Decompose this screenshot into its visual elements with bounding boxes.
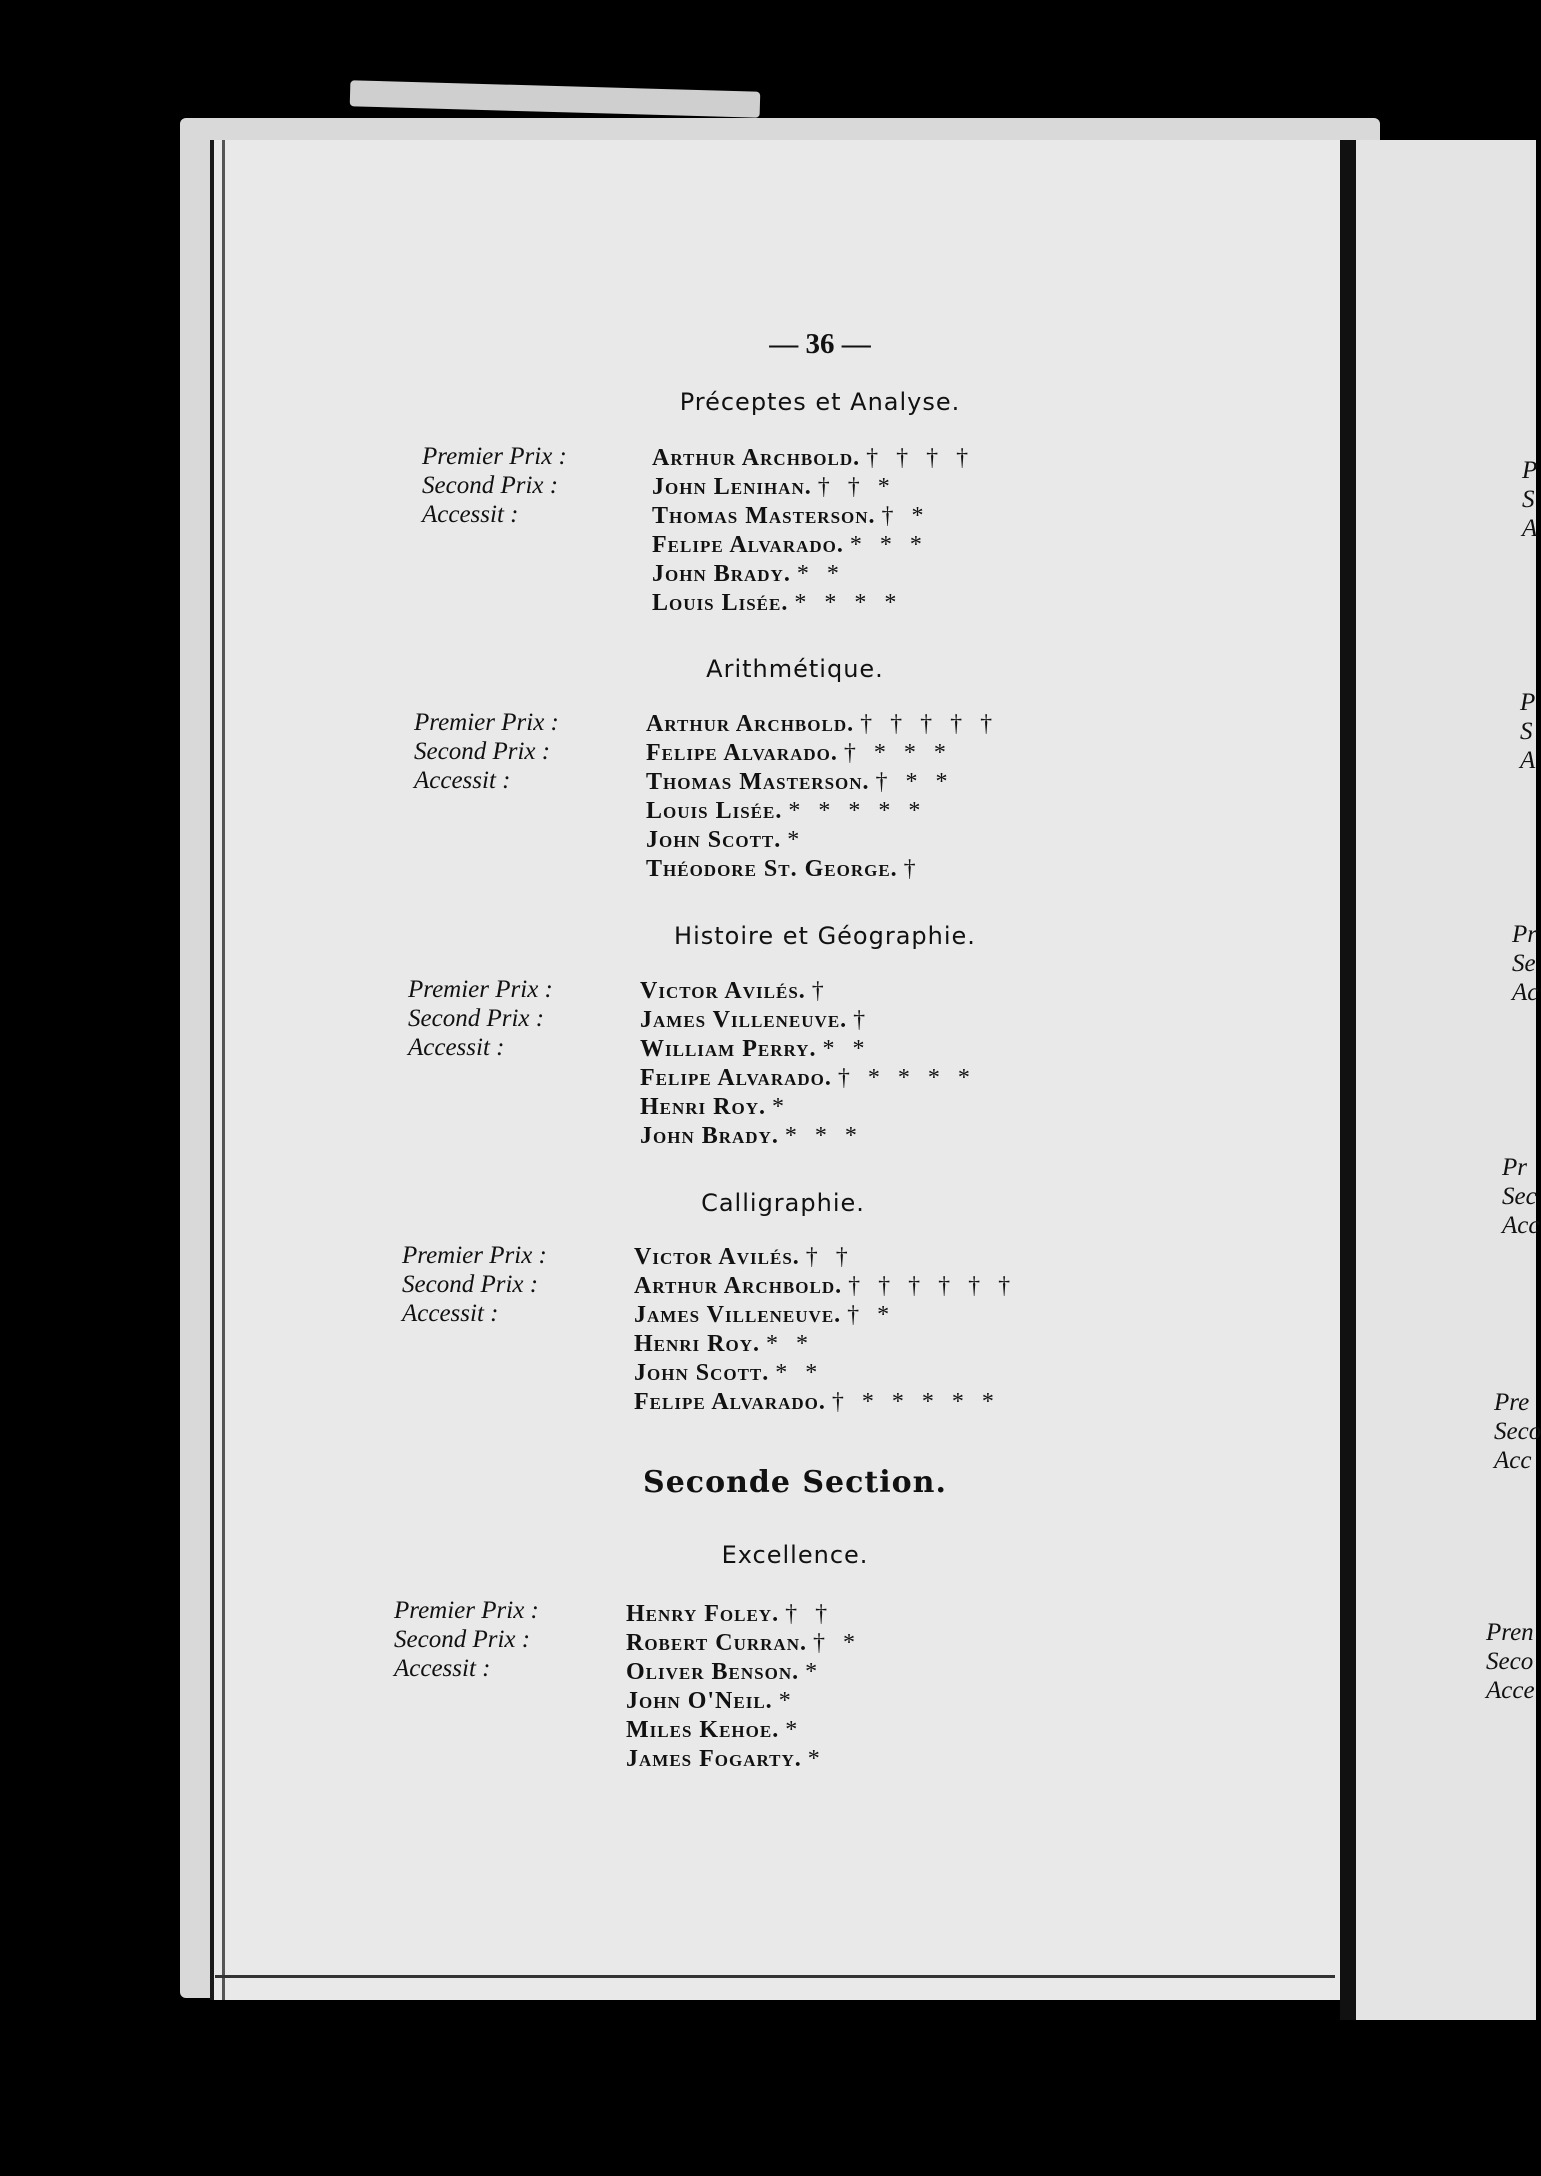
second-prix-label: Second Prix :: [414, 738, 551, 765]
honor-marks: † *: [847, 1302, 896, 1328]
list-item: [646, 710, 998, 739]
list-item: [626, 1629, 861, 1658]
accessit-label: Accessit :: [422, 501, 519, 528]
right-page-fragment: P: [1520, 689, 1536, 716]
winner-name: John Brady.: [640, 1123, 779, 1149]
right-page-fragment: S: [1520, 718, 1533, 745]
list-item: [646, 739, 998, 768]
list-item: [640, 1093, 976, 1122]
winner-name: Victor Avilés.: [634, 1244, 800, 1270]
winner-name: Felipe Alvarado.: [646, 740, 838, 766]
honor-marks: † * * * *: [837, 1065, 976, 1091]
prize-labels: [402, 1241, 547, 1328]
honor-marks: †: [853, 1007, 872, 1033]
list-item: [652, 560, 974, 589]
second-prix-label: Second Prix :: [394, 1626, 531, 1653]
winner-name: John Scott.: [646, 827, 782, 853]
honor-marks: *: [785, 1717, 804, 1743]
winner-name: James Villeneuve.: [640, 1007, 848, 1033]
honor-marks: * * * *: [794, 590, 903, 616]
honor-marks: † †: [805, 1244, 854, 1270]
winner-list: [640, 977, 976, 1151]
winner-name: Louis Lisée.: [652, 590, 789, 616]
winner-name: Felipe Alvarado.: [634, 1389, 826, 1415]
list-item: [634, 1243, 1016, 1272]
honor-marks: *: [778, 1688, 797, 1714]
list-item: [640, 1035, 976, 1064]
list-item: [646, 855, 998, 884]
honor-marks: † † † † †: [860, 711, 999, 737]
winner-name: Miles Kehoe.: [626, 1717, 780, 1743]
winner-name: Théodore St. George.: [646, 856, 898, 882]
torn-paper-strip: [350, 80, 761, 117]
honor-marks: *: [805, 1659, 824, 1685]
accessit-label: Accessit :: [408, 1034, 505, 1061]
prize-labels: [414, 708, 559, 795]
winner-name: Thomas Masterson.: [652, 503, 876, 529]
winner-name: Louis Lisée.: [646, 798, 783, 824]
winner-list: [634, 1243, 1016, 1417]
page-number: — 36 —: [769, 328, 871, 360]
premier-prix-label: Premier Prix :: [402, 1242, 547, 1269]
list-item: [640, 1122, 976, 1151]
winner-name: Robert Curran.: [626, 1630, 807, 1656]
list-item: [640, 1006, 976, 1035]
section-heading: Excellence.: [721, 1541, 869, 1569]
right-page-fragment: Pr: [1512, 921, 1537, 948]
winner-name: Felipe Alvarado.: [640, 1065, 832, 1091]
list-item: [626, 1600, 861, 1629]
honor-marks: *: [787, 827, 806, 853]
honor-marks: *: [772, 1094, 791, 1120]
honor-marks: * * *: [784, 1123, 863, 1149]
winner-name: Henri Roy.: [640, 1094, 767, 1120]
premier-prix-label: Premier Prix :: [394, 1597, 539, 1624]
section-heading: Préceptes et Analyse.: [679, 388, 961, 416]
right-page-fragment: Sec: [1502, 1183, 1537, 1210]
winner-name: Arthur Archbold.: [652, 445, 861, 471]
right-page-fragment: Pre: [1494, 1389, 1530, 1416]
honor-marks: † * * *: [843, 740, 952, 766]
honor-marks: * * *: [849, 532, 928, 558]
right-page-fragment: Se: [1512, 950, 1536, 977]
winner-name: James Villeneuve.: [634, 1302, 842, 1328]
list-item: [634, 1330, 1016, 1359]
honor-marks: *: [807, 1746, 826, 1772]
list-item: [646, 826, 998, 855]
right-page: [1356, 140, 1539, 2020]
winner-name: John Brady.: [652, 561, 791, 587]
accessit-label: Accessit :: [402, 1300, 499, 1327]
list-item: [652, 473, 974, 502]
winner-list: [646, 710, 998, 884]
winner-name: Thomas Masterson.: [646, 769, 870, 795]
winner-name: Arthur Archbold.: [646, 711, 855, 737]
right-page-fragment: Pren: [1486, 1619, 1534, 1646]
right-page-fragment: Acce: [1486, 1677, 1535, 1704]
honor-marks: † † *: [817, 474, 896, 500]
list-item: [626, 1658, 861, 1687]
list-item: [652, 444, 974, 473]
list-item: [634, 1301, 1016, 1330]
winner-name: Henri Roy.: [634, 1331, 761, 1357]
accessit-label: Accessit :: [394, 1655, 491, 1682]
list-item: [640, 1064, 976, 1093]
right-page-fragment: Seco: [1486, 1648, 1534, 1675]
accessit-label: Accessit :: [414, 767, 511, 794]
second-prix-label: Second Prix :: [402, 1271, 539, 1298]
honor-marks: † † † † † †: [848, 1273, 1017, 1299]
honor-marks: † *: [881, 503, 930, 529]
list-item: [652, 502, 974, 531]
section-heading: Arithmétique.: [706, 655, 884, 683]
honor-marks: † *: [812, 1630, 861, 1656]
list-item: [640, 977, 976, 1006]
right-page-fragment: Pr: [1502, 1154, 1527, 1181]
honor-marks: † * *: [875, 769, 954, 795]
prize-labels: [408, 975, 553, 1062]
right-page-fragment: A: [1520, 747, 1536, 774]
winner-name: James Fogarty.: [626, 1746, 802, 1772]
right-page-fragment: Acc: [1502, 1212, 1540, 1239]
right-page-fragment: Acc: [1494, 1447, 1532, 1474]
winner-list: [626, 1600, 861, 1774]
honor-marks: †: [811, 978, 830, 1004]
honor-marks: * * * * *: [788, 798, 927, 824]
winner-name: John O'Neil.: [626, 1688, 773, 1714]
section-heading: Histoire et Géographie.: [674, 922, 976, 950]
honor-marks: * *: [796, 561, 845, 587]
list-item: [634, 1388, 1016, 1417]
honor-marks: * *: [775, 1360, 824, 1386]
second-prix-label: Second Prix :: [422, 472, 559, 499]
winner-name: John Lenihan.: [652, 474, 812, 500]
section-heading: Calligraphie.: [701, 1189, 865, 1217]
honor-marks: †: [903, 856, 922, 882]
premier-prix-label: Premier Prix :: [422, 443, 567, 470]
list-item: [634, 1359, 1016, 1388]
right-page-fragment: P: [1522, 457, 1538, 484]
right-page-fragment: Seco: [1494, 1418, 1541, 1445]
winner-name: William Perry.: [640, 1036, 817, 1062]
seconde-section-heading: Seconde Section.: [643, 1465, 947, 1500]
second-prix-label: Second Prix :: [408, 1005, 545, 1032]
winner-name: Arthur Archbold.: [634, 1273, 843, 1299]
list-item: [626, 1716, 861, 1745]
winner-name: Henry Foley.: [626, 1601, 780, 1627]
honor-marks: † † † †: [866, 445, 975, 471]
honor-marks: † * * * * *: [831, 1389, 1000, 1415]
list-item: [652, 531, 974, 560]
prize-labels: [422, 442, 567, 529]
book-gutter: [1340, 140, 1356, 2020]
premier-prix-label: Premier Prix :: [408, 976, 553, 1003]
right-page-fragment: S: [1522, 486, 1535, 513]
honor-marks: * *: [822, 1036, 871, 1062]
premier-prix-label: Premier Prix :: [414, 709, 559, 736]
right-page-fragment: Ac: [1512, 979, 1539, 1006]
list-item: [646, 768, 998, 797]
list-item: [626, 1687, 861, 1716]
honor-marks: * *: [766, 1331, 815, 1357]
prize-labels: [394, 1596, 539, 1683]
list-item: [646, 797, 998, 826]
honor-marks: † †: [785, 1601, 834, 1627]
winner-name: John Scott.: [634, 1360, 770, 1386]
list-item: [634, 1272, 1016, 1301]
winner-list: [652, 444, 974, 618]
winner-name: Felipe Alvarado.: [652, 532, 844, 558]
list-item: [626, 1745, 861, 1774]
winner-name: Oliver Benson.: [626, 1659, 800, 1685]
winner-name: Victor Avilés.: [640, 978, 806, 1004]
right-page-fragment: A: [1522, 515, 1538, 542]
page-bottom-rule: [215, 1975, 1335, 1978]
list-item: [652, 589, 974, 618]
